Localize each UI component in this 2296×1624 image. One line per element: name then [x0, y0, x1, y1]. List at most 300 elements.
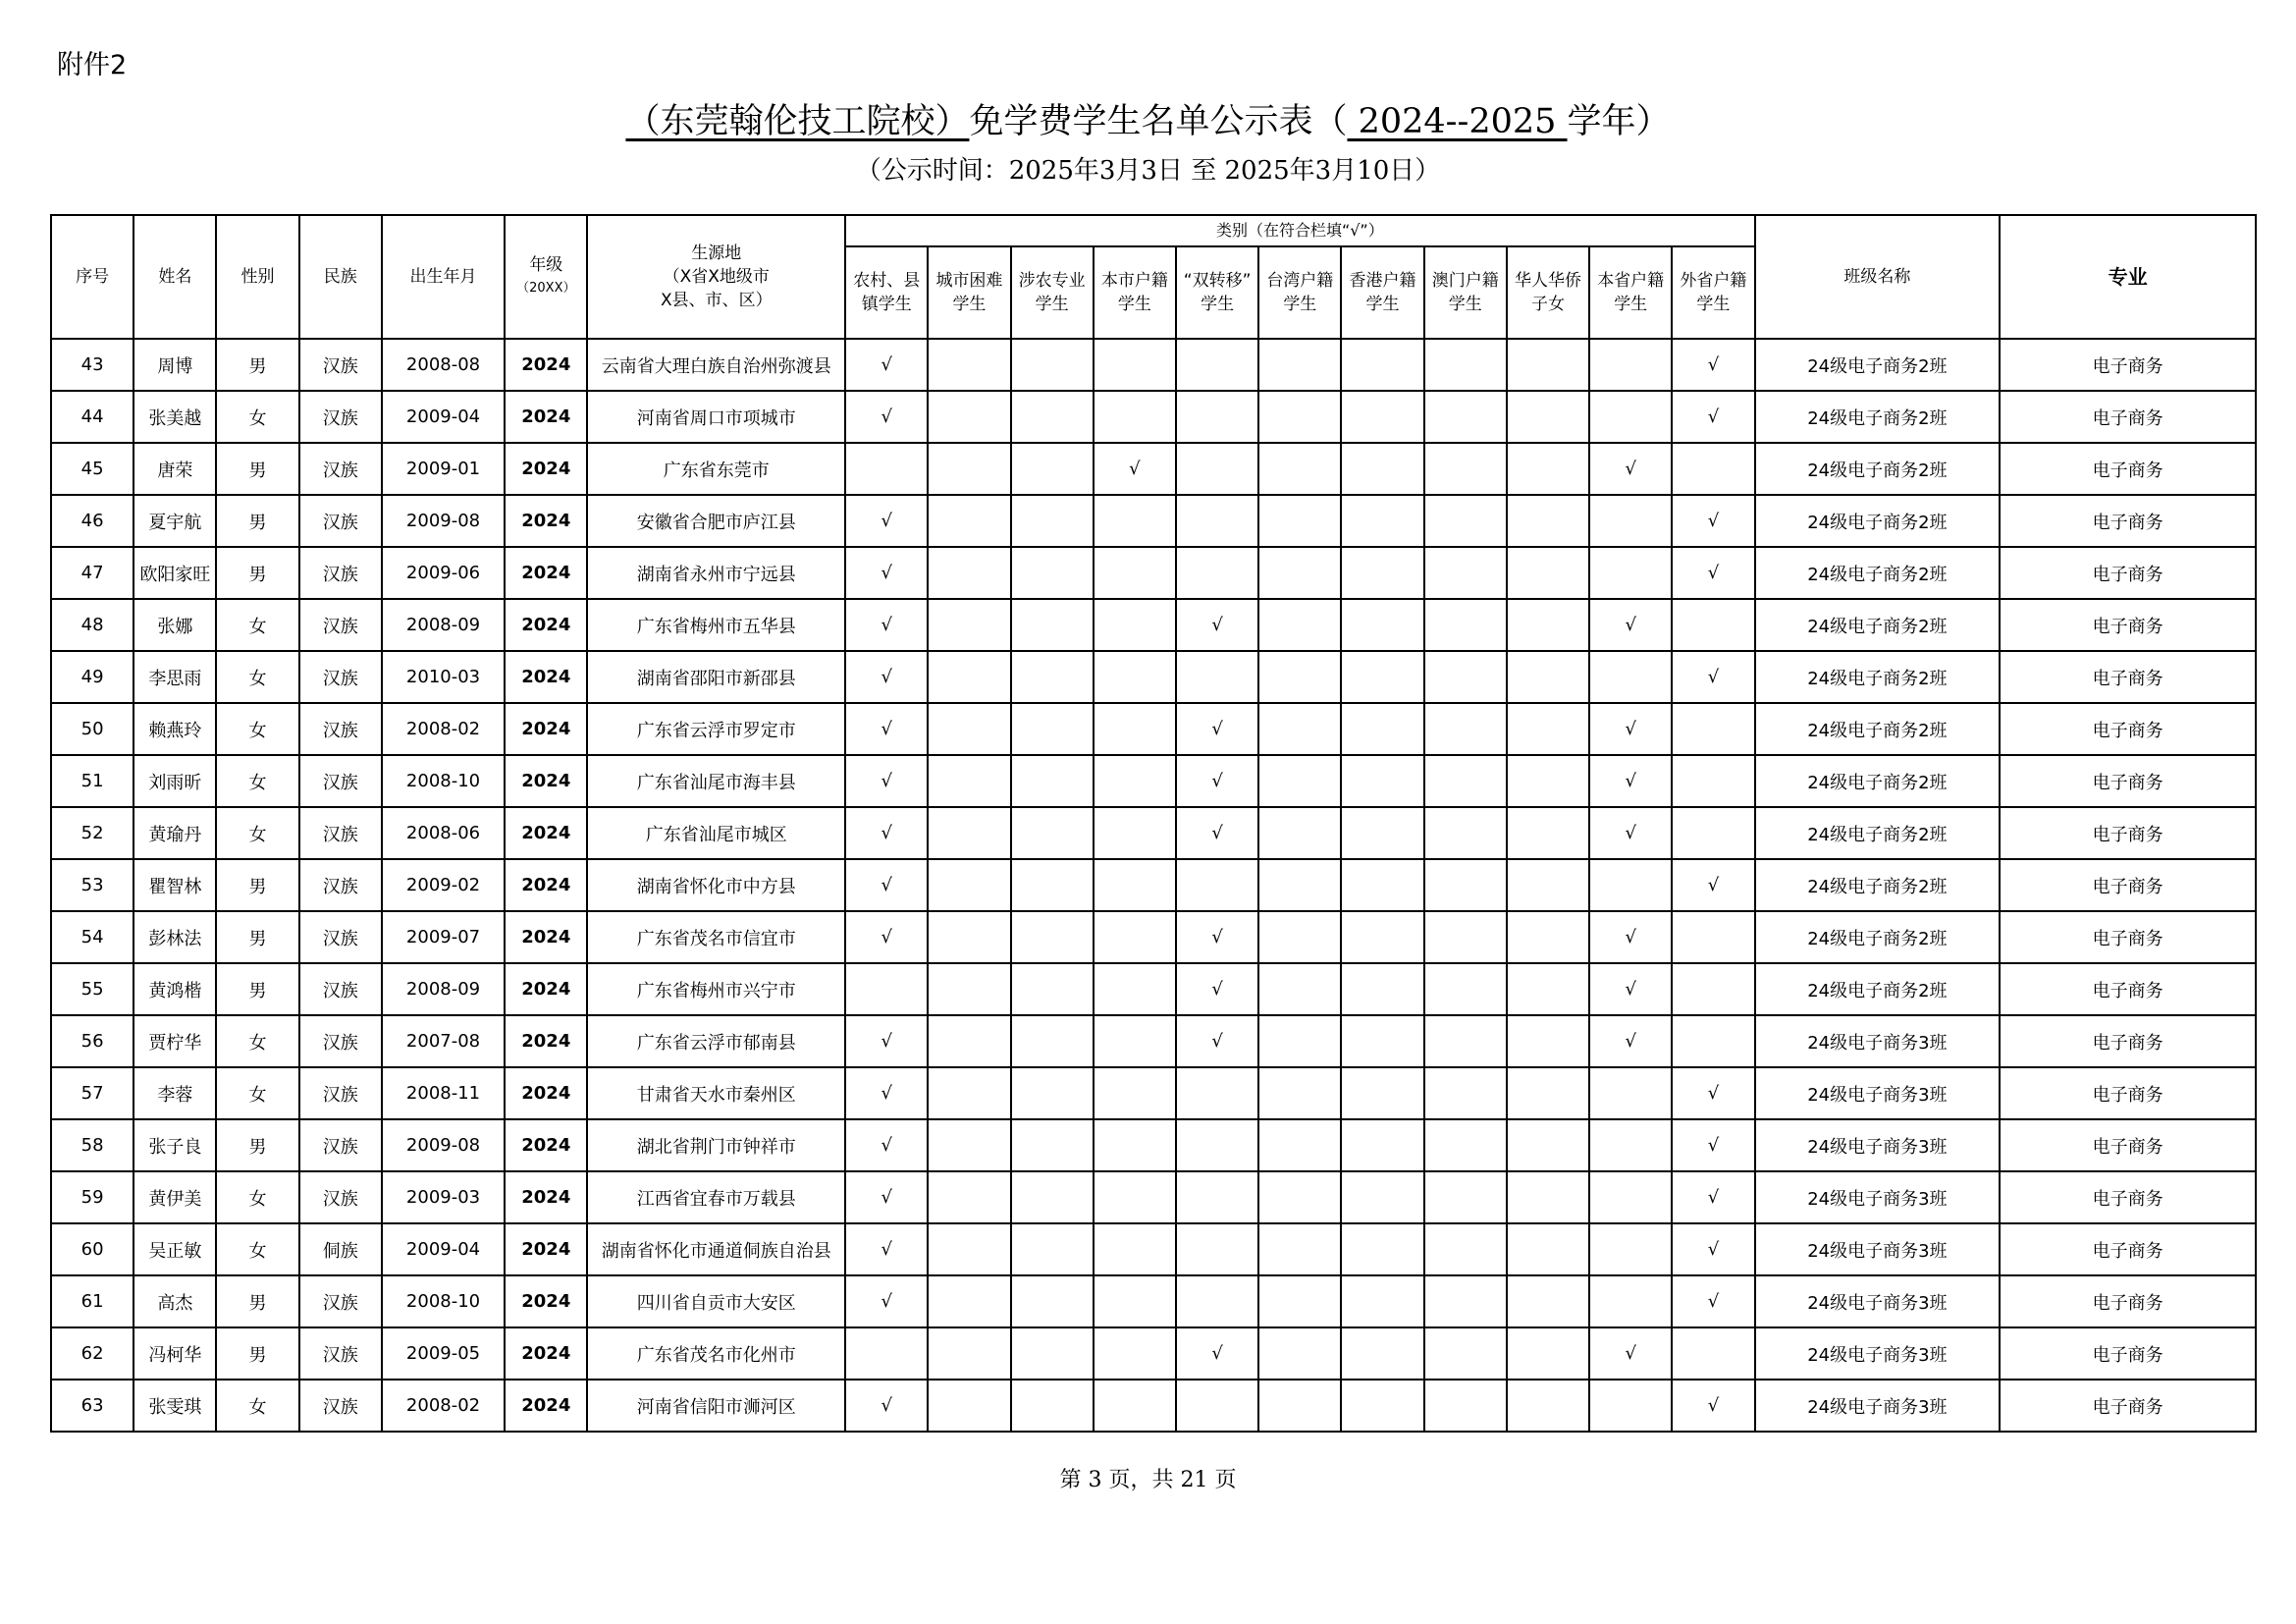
cell-category-mark	[1094, 807, 1176, 859]
cell-grade: 2024	[505, 1275, 587, 1327]
header-category-6	[1341, 246, 1423, 339]
cell-category-mark: √	[1672, 339, 1754, 391]
cell-category-mark	[1176, 443, 1258, 495]
cell-category-mark	[928, 1223, 1010, 1275]
cell-category-mark	[1507, 339, 1589, 391]
cell-grade: 2024	[505, 963, 587, 1015]
cell-category-mark	[1258, 391, 1341, 443]
cell-gender: 男	[216, 495, 298, 547]
title-end: 学年）	[1567, 102, 1671, 141]
cell-major: 电子商务	[2000, 547, 2256, 599]
cell-ethnicity: 汉族	[299, 859, 382, 911]
cell-category-mark: √	[1672, 1380, 1754, 1432]
cell-class-name: 24级电子商务2班	[1755, 599, 2001, 651]
cell-seq: 59	[51, 1171, 133, 1223]
cell-grade: 2024	[505, 495, 587, 547]
cell-name: 刘雨昕	[133, 755, 216, 807]
cell-category-mark	[1341, 755, 1423, 807]
cell-category-mark	[1258, 963, 1341, 1015]
cell-category-mark	[1424, 963, 1507, 1015]
cell-category-mark	[1341, 1015, 1423, 1067]
cell-category-mark	[1011, 911, 1094, 963]
cell-category-mark	[1011, 755, 1094, 807]
table-row	[51, 1119, 2256, 1171]
cell-category-mark	[928, 1380, 1010, 1432]
cell-category-mark	[1011, 1380, 1094, 1432]
cell-category-mark	[1258, 443, 1341, 495]
header-category-line1: 澳门户籍	[1431, 271, 1499, 291]
cell-major: 电子商务	[2000, 1327, 2256, 1380]
cell-category-mark: √	[845, 703, 928, 755]
cell-category-mark	[1507, 1223, 1589, 1275]
cell-category-mark	[1094, 1223, 1176, 1275]
cell-category-mark	[1011, 443, 1094, 495]
cell-category-mark	[1672, 1015, 1754, 1067]
cell-category-mark	[1176, 391, 1258, 443]
cell-gender: 男	[216, 1327, 298, 1380]
cell-grade: 2024	[505, 1223, 587, 1275]
cell-birth: 2008-02	[382, 703, 505, 755]
cell-birth: 2008-10	[382, 1275, 505, 1327]
cell-birth: 2009-02	[382, 859, 505, 911]
cell-category-mark	[928, 1015, 1010, 1067]
title-middle: 免学费学生名单公示表（	[969, 102, 1348, 141]
cell-category-mark	[1094, 911, 1176, 963]
cell-seq: 56	[51, 1015, 133, 1067]
cell-gender: 女	[216, 1380, 298, 1432]
cell-birth: 2009-08	[382, 1119, 505, 1171]
table-row	[51, 1327, 2256, 1380]
cell-category-mark	[1094, 547, 1176, 599]
cell-category-mark	[1589, 547, 1672, 599]
cell-origin: 广东省云浮市罗定市	[587, 703, 845, 755]
cell-category-mark	[1258, 1171, 1341, 1223]
cell-class-name: 24级电子商务3班	[1755, 1223, 2001, 1275]
cell-category-mark	[1341, 495, 1423, 547]
cell-category-mark	[1094, 1171, 1176, 1223]
cell-category-mark	[1094, 1380, 1176, 1432]
cell-category-mark	[928, 391, 1010, 443]
cell-category-mark	[1094, 703, 1176, 755]
cell-category-mark: √	[1176, 599, 1258, 651]
cell-category-mark	[1176, 547, 1258, 599]
cell-origin: 云南省大理白族自治州弥渡县	[587, 339, 845, 391]
cell-ethnicity: 汉族	[299, 755, 382, 807]
cell-category-mark	[1258, 911, 1341, 963]
cell-category-mark	[1589, 1067, 1672, 1119]
cell-major: 电子商务	[2000, 1380, 2256, 1432]
cell-category-mark	[1507, 599, 1589, 651]
cell-gender: 女	[216, 807, 298, 859]
cell-category-mark	[1507, 1171, 1589, 1223]
cell-ethnicity: 汉族	[299, 1119, 382, 1171]
header-category-line2: 学生	[1035, 295, 1069, 314]
cell-category-mark	[1424, 495, 1507, 547]
cell-category-mark	[1341, 339, 1423, 391]
cell-name: 李蓉	[133, 1067, 216, 1119]
cell-category-mark	[1094, 391, 1176, 443]
cell-category-mark	[1672, 443, 1754, 495]
cell-ethnicity: 汉族	[299, 807, 382, 859]
cell-ethnicity: 汉族	[299, 703, 382, 755]
cell-category-mark	[1589, 1223, 1672, 1275]
cell-category-mark	[1507, 1275, 1589, 1327]
cell-name: 张娜	[133, 599, 216, 651]
cell-category-mark	[1341, 443, 1423, 495]
cell-origin: 湖南省永州市宁远县	[587, 547, 845, 599]
cell-gender: 男	[216, 547, 298, 599]
cell-category-mark	[845, 1327, 928, 1380]
cell-category-mark	[1011, 1119, 1094, 1171]
cell-category-mark	[1011, 391, 1094, 443]
cell-category-mark	[1507, 495, 1589, 547]
cell-ethnicity: 汉族	[299, 911, 382, 963]
header-category-line1: 外省户籍	[1680, 271, 1747, 291]
cell-category-mark	[1011, 599, 1094, 651]
cell-name: 彭林法	[133, 911, 216, 963]
cell-category-mark	[1424, 1119, 1507, 1171]
cell-category-mark: √	[1672, 1275, 1754, 1327]
header-category-line1: 涉农专业	[1018, 271, 1086, 291]
cell-class-name: 24级电子商务2班	[1755, 859, 2001, 911]
cell-major: 电子商务	[2000, 963, 2256, 1015]
cell-grade: 2024	[505, 443, 587, 495]
cell-category-mark: √	[1589, 1015, 1672, 1067]
cell-name: 贾柠华	[133, 1015, 216, 1067]
cell-category-mark	[1424, 443, 1507, 495]
cell-category-mark	[1011, 1171, 1094, 1223]
cell-category-mark: √	[1672, 1067, 1754, 1119]
cell-category-mark	[1507, 1380, 1589, 1432]
cell-category-mark: √	[1589, 755, 1672, 807]
attachment-label: 附件2	[57, 50, 128, 81]
cell-birth: 2008-09	[382, 963, 505, 1015]
table-row	[51, 1223, 2256, 1275]
cell-category-mark	[1094, 599, 1176, 651]
cell-major: 电子商务	[2000, 1275, 2256, 1327]
header-category-5	[1258, 246, 1341, 339]
header-category-line2: 学生	[1365, 295, 1400, 314]
cell-grade: 2024	[505, 1067, 587, 1119]
table-row	[51, 859, 2256, 911]
cell-category-mark	[1258, 755, 1341, 807]
cell-category-mark	[1176, 1223, 1258, 1275]
cell-category-mark	[1258, 651, 1341, 703]
cell-origin: 广东省汕尾市城区	[587, 807, 845, 859]
cell-category-mark	[1258, 703, 1341, 755]
cell-class-name: 24级电子商务3班	[1755, 1275, 2001, 1327]
header-name: 姓名	[133, 215, 216, 339]
cell-category-mark	[1672, 807, 1754, 859]
cell-name: 高杰	[133, 1275, 216, 1327]
cell-category-mark: √	[1176, 755, 1258, 807]
cell-category-mark: √	[1672, 1223, 1754, 1275]
cell-ethnicity: 汉族	[299, 391, 382, 443]
cell-category-mark	[1341, 1067, 1423, 1119]
cell-origin: 广东省茂名市信宜市	[587, 911, 845, 963]
cell-category-mark	[1094, 1067, 1176, 1119]
cell-category-mark	[1341, 1327, 1423, 1380]
cell-origin: 广东省梅州市兴宁市	[587, 963, 845, 1015]
cell-category-mark: √	[1672, 547, 1754, 599]
cell-gender: 女	[216, 703, 298, 755]
cell-class-name: 24级电子商务2班	[1755, 547, 2001, 599]
cell-category-mark	[1258, 599, 1341, 651]
cell-category-mark: √	[845, 1275, 928, 1327]
cell-origin: 湖北省荆门市钟祥市	[587, 1119, 845, 1171]
cell-seq: 51	[51, 755, 133, 807]
cell-category-mark	[928, 1275, 1010, 1327]
cell-category-mark	[1258, 859, 1341, 911]
cell-major: 电子商务	[2000, 443, 2256, 495]
cell-class-name: 24级电子商务2班	[1755, 495, 2001, 547]
cell-grade: 2024	[505, 391, 587, 443]
cell-seq: 44	[51, 391, 133, 443]
student-table	[50, 214, 2257, 1433]
cell-category-mark: √	[845, 651, 928, 703]
cell-ethnicity: 汉族	[299, 495, 382, 547]
cell-category-mark	[1176, 1067, 1258, 1119]
cell-major: 电子商务	[2000, 495, 2256, 547]
cell-class-name: 24级电子商务2班	[1755, 443, 2001, 495]
cell-grade: 2024	[505, 1015, 587, 1067]
cell-origin: 安徽省合肥市庐江县	[587, 495, 845, 547]
cell-category-mark: √	[845, 599, 928, 651]
cell-name: 黄瑜丹	[133, 807, 216, 859]
cell-origin: 广东省云浮市郁南县	[587, 1015, 845, 1067]
table-row	[51, 1067, 2256, 1119]
cell-category-mark	[928, 963, 1010, 1015]
cell-birth: 2009-01	[382, 443, 505, 495]
cell-seq: 48	[51, 599, 133, 651]
cell-major: 电子商务	[2000, 911, 2256, 963]
cell-grade: 2024	[505, 911, 587, 963]
header-grade-note: （20XX）	[516, 281, 576, 296]
cell-category-mark: √	[845, 807, 928, 859]
cell-category-mark	[928, 703, 1010, 755]
cell-category-mark	[1011, 547, 1094, 599]
cell-category-mark	[1176, 651, 1258, 703]
cell-ethnicity: 汉族	[299, 1380, 382, 1432]
cell-category-mark	[1424, 807, 1507, 859]
cell-category-mark	[1341, 1275, 1423, 1327]
header-grade-label: 年级	[529, 255, 563, 275]
cell-gender: 女	[216, 599, 298, 651]
cell-seq: 61	[51, 1275, 133, 1327]
cell-seq: 54	[51, 911, 133, 963]
cell-category-mark: √	[1589, 963, 1672, 1015]
page-title	[0, 94, 2296, 143]
cell-gender: 男	[216, 1119, 298, 1171]
cell-category-mark	[1011, 963, 1094, 1015]
cell-seq: 53	[51, 859, 133, 911]
cell-category-mark	[1258, 1327, 1341, 1380]
cell-category-mark	[1424, 1015, 1507, 1067]
cell-category-mark	[1507, 1327, 1589, 1380]
cell-category-mark: √	[1589, 911, 1672, 963]
cell-grade: 2024	[505, 1171, 587, 1223]
cell-category-mark	[1094, 651, 1176, 703]
cell-category-mark	[1258, 1223, 1341, 1275]
table-row	[51, 1380, 2256, 1432]
cell-category-mark	[1258, 339, 1341, 391]
cell-name: 夏宇航	[133, 495, 216, 547]
publication-period: （公示时间：2025年3月3日 至 2025年3月10日）	[855, 156, 1441, 186]
cell-category-mark	[928, 1067, 1010, 1119]
cell-major: 电子商务	[2000, 599, 2256, 651]
cell-birth: 2008-08	[382, 339, 505, 391]
cell-birth: 2009-07	[382, 911, 505, 963]
cell-ethnicity: 汉族	[299, 1275, 382, 1327]
cell-category-mark: √	[1672, 1171, 1754, 1223]
table-row	[51, 963, 2256, 1015]
cell-grade: 2024	[505, 859, 587, 911]
cell-category-mark	[1424, 1275, 1507, 1327]
cell-category-mark	[1176, 1171, 1258, 1223]
cell-name: 张子良	[133, 1119, 216, 1171]
cell-ethnicity: 汉族	[299, 1327, 382, 1380]
cell-gender: 男	[216, 963, 298, 1015]
cell-category-mark: √	[845, 1380, 928, 1432]
cell-class-name: 24级电子商务3班	[1755, 1171, 2001, 1223]
cell-category-mark	[1341, 963, 1423, 1015]
cell-class-name: 24级电子商务2班	[1755, 755, 2001, 807]
cell-category-mark	[928, 807, 1010, 859]
cell-seq: 45	[51, 443, 133, 495]
cell-category-mark: √	[1589, 599, 1672, 651]
cell-category-mark: √	[1589, 443, 1672, 495]
cell-class-name: 24级电子商务2班	[1755, 391, 2001, 443]
cell-ethnicity: 汉族	[299, 1171, 382, 1223]
cell-category-mark	[1589, 495, 1672, 547]
cell-category-mark	[1011, 1067, 1094, 1119]
cell-gender: 男	[216, 859, 298, 911]
cell-category-mark: √	[1589, 807, 1672, 859]
cell-major: 电子商务	[2000, 1015, 2256, 1067]
table-row	[51, 911, 2256, 963]
cell-category-mark	[1341, 651, 1423, 703]
cell-category-mark: √	[845, 755, 928, 807]
cell-grade: 2024	[505, 599, 587, 651]
cell-category-mark: √	[845, 547, 928, 599]
header-category-line1: 城市困难	[935, 271, 1003, 291]
student-rows	[51, 339, 2256, 1432]
cell-major: 电子商务	[2000, 1119, 2256, 1171]
cell-category-mark	[928, 339, 1010, 391]
cell-seq: 58	[51, 1119, 133, 1171]
cell-seq: 43	[51, 339, 133, 391]
cell-ethnicity: 汉族	[299, 651, 382, 703]
cell-category-mark	[1589, 339, 1672, 391]
cell-seq: 50	[51, 703, 133, 755]
cell-grade: 2024	[505, 1119, 587, 1171]
table-row	[51, 1275, 2256, 1327]
cell-category-mark	[1507, 755, 1589, 807]
cell-major: 电子商务	[2000, 339, 2256, 391]
cell-origin: 湖南省邵阳市新邵县	[587, 651, 845, 703]
cell-seq: 46	[51, 495, 133, 547]
cell-gender: 男	[216, 339, 298, 391]
cell-grade: 2024	[505, 755, 587, 807]
cell-ethnicity: 汉族	[299, 1067, 382, 1119]
cell-ethnicity: 汉族	[299, 443, 382, 495]
cell-major: 电子商务	[2000, 703, 2256, 755]
cell-birth: 2009-05	[382, 1327, 505, 1380]
cell-name: 张美越	[133, 391, 216, 443]
cell-origin: 广东省东莞市	[587, 443, 845, 495]
header-category-line2: 学生	[1696, 295, 1731, 314]
cell-name: 吴正敏	[133, 1223, 216, 1275]
header-category-line1: 本省户籍	[1597, 271, 1665, 291]
cell-origin: 河南省信阳市浉河区	[587, 1380, 845, 1432]
cell-grade: 2024	[505, 703, 587, 755]
header-category-line2: 学生	[1117, 295, 1151, 314]
header-category-0	[845, 246, 928, 339]
cell-category-mark	[1424, 391, 1507, 443]
cell-category-mark	[928, 1119, 1010, 1171]
title-school: （东莞翰伦技工院校）	[625, 102, 970, 141]
cell-name: 欧阳家旺	[133, 547, 216, 599]
cell-category-mark	[1176, 859, 1258, 911]
cell-birth: 2008-06	[382, 807, 505, 859]
cell-category-mark	[928, 859, 1010, 911]
cell-birth: 2008-09	[382, 599, 505, 651]
cell-grade: 2024	[505, 1327, 587, 1380]
cell-ethnicity: 汉族	[299, 963, 382, 1015]
table-row	[51, 391, 2256, 443]
cell-category-mark	[1341, 599, 1423, 651]
cell-class-name: 24级电子商务2班	[1755, 651, 2001, 703]
cell-category-mark	[1176, 1275, 1258, 1327]
cell-category-mark	[1011, 1223, 1094, 1275]
cell-category-mark: √	[1672, 391, 1754, 443]
cell-category-mark	[1258, 1015, 1341, 1067]
header-category-line1: 农村、县	[853, 271, 921, 291]
cell-category-mark	[1258, 807, 1341, 859]
table-row	[51, 443, 2256, 495]
header-major: 专业	[2000, 215, 2256, 339]
cell-major: 电子商务	[2000, 755, 2256, 807]
cell-gender: 男	[216, 1275, 298, 1327]
table-row	[51, 495, 2256, 547]
cell-category-mark	[1094, 755, 1176, 807]
cell-birth: 2009-06	[382, 547, 505, 599]
cell-category-mark	[1258, 1275, 1341, 1327]
cell-category-mark	[1258, 1119, 1341, 1171]
cell-name: 张雯琪	[133, 1380, 216, 1432]
header-class-name: 班级名称	[1755, 215, 2001, 339]
cell-category-mark	[1341, 1223, 1423, 1275]
cell-seq: 47	[51, 547, 133, 599]
cell-class-name: 24级电子商务2班	[1755, 807, 2001, 859]
header-category-2	[1011, 246, 1094, 339]
cell-birth: 2007-08	[382, 1015, 505, 1067]
cell-category-mark: √	[845, 1119, 928, 1171]
cell-category-mark	[1094, 1119, 1176, 1171]
cell-category-mark	[1507, 1119, 1589, 1171]
table-row	[51, 703, 2256, 755]
header-ethnicity: 民族	[299, 215, 382, 339]
header-category-line1: 台湾户籍	[1266, 271, 1334, 291]
cell-category-mark	[1507, 703, 1589, 755]
cell-birth: 2010-03	[382, 651, 505, 703]
cell-category-mark: √	[845, 391, 928, 443]
cell-category-mark	[1507, 651, 1589, 703]
cell-category-mark	[1258, 1067, 1341, 1119]
cell-category-mark	[1507, 443, 1589, 495]
header-category-line2: 学生	[952, 295, 987, 314]
cell-name: 黄鸿楷	[133, 963, 216, 1015]
